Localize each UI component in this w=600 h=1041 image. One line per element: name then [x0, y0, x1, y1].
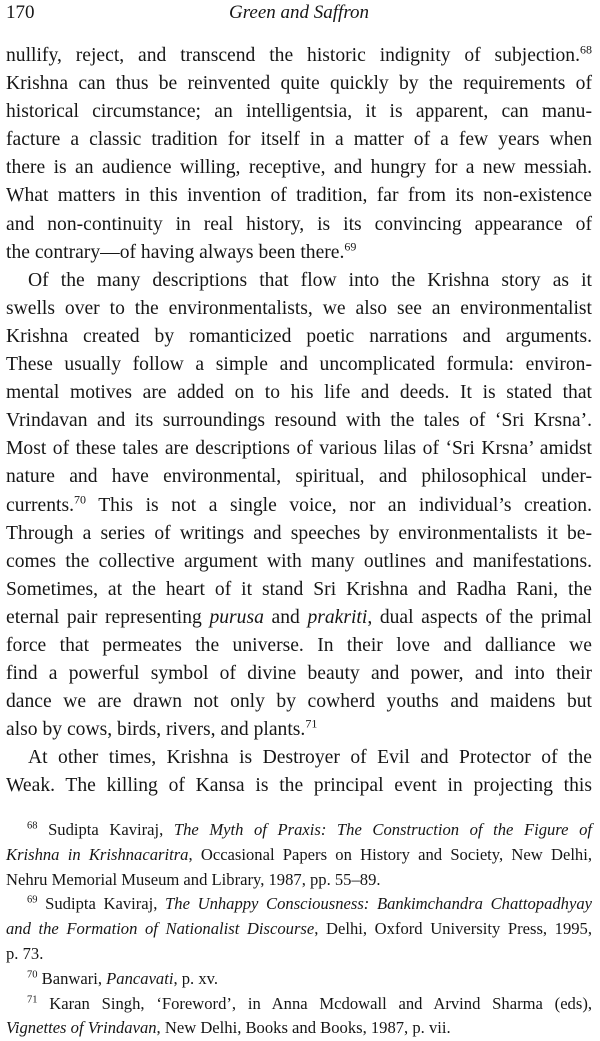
text-line — [6, 688, 592, 716]
text-line — [6, 716, 592, 744]
text-run: What matters in this invention of tradition, far from its non-existence — [6, 185, 592, 207]
footnote-marker: 68 — [27, 820, 38, 832]
text-run: swells over to the environmentalists, we also see an environmentalist — [6, 297, 592, 319]
text-line — [6, 632, 592, 660]
text-run: , p. xv. — [173, 968, 219, 988]
footnote-marker: 71 — [305, 716, 318, 731]
text-line — [6, 98, 592, 126]
text-line — [6, 267, 592, 295]
footnote-marker: 69 — [27, 894, 38, 906]
text-line — [6, 520, 592, 548]
text-run: currents. — [6, 494, 75, 516]
footnote-line — [6, 1016, 592, 1041]
running-header — [6, 0, 592, 36]
text-run: Vrindavan and its surroundings resound with the tales of ‘Sri Krsna’. — [6, 410, 592, 432]
text-line — [6, 548, 592, 576]
text-line — [6, 660, 592, 688]
text-run: eternal pair representing — [6, 606, 210, 628]
italic-text: The Myth of Praxis: The Construction of the Figure of — [173, 820, 593, 839]
text-line — [6, 351, 592, 379]
text-run: force that permeates the universe. In their love and dalliance we — [6, 634, 592, 656]
text-run: These usually follow a simple and uncomplicated formula: environ- — [6, 354, 592, 376]
text-run: Karan Singh, ‘Foreword’, in Anna Mcdowall and Arvind Sharma (eds), — [37, 993, 592, 1013]
text-run: find a powerful symbol of divine beauty and power, and into their — [6, 663, 592, 685]
text-run: This is not a single voice, nor an individual’s creation. — [86, 494, 592, 516]
text-run: nullify, reject, and transcend the historic indignity of subjection. — [6, 45, 580, 66]
footnote-marker: 70 — [27, 969, 38, 981]
body-text — [6, 42, 592, 801]
italic-text: purusa — [209, 606, 264, 628]
text-run: mental motives are added on to his life and deeds. It is stated that — [6, 382, 592, 404]
text-line — [6, 70, 592, 98]
text-run: , dual aspects of the primal — [367, 606, 593, 628]
text-run: Through a series of writings and speeches by environmentalists it be- — [6, 522, 592, 544]
running-title: Green and Saffron — [228, 2, 370, 23]
text-line — [6, 407, 592, 435]
text-line — [6, 154, 592, 182]
text-run: Banwari, — [37, 968, 107, 988]
footnote-line — [6, 843, 592, 868]
text-line — [6, 492, 592, 520]
footnote-line — [6, 917, 592, 942]
text-run: Sudipta Kaviraj, — [37, 820, 174, 839]
page-number: 170 — [6, 2, 35, 23]
text-run: Sudipta Kaviraj, — [37, 894, 166, 914]
text-run: and non-continuity in real history, is its convincing appearance of — [6, 213, 592, 235]
text-run: facture a classic tradition for itself in a matter of a few years when — [6, 129, 592, 151]
text-run: also by cows, birds, rivers, and plants. — [6, 719, 306, 741]
text-run: and — [263, 606, 308, 628]
text-run: comes the collective argument with many outlines and manifestations. — [6, 550, 592, 572]
text-line — [6, 42, 592, 70]
text-line — [6, 323, 592, 351]
footnote-line — [6, 868, 592, 893]
footnote-marker: 69 — [344, 239, 357, 254]
text-run: historical circumstance; an intelligentsia, it is apparent, can manu- — [6, 101, 592, 123]
text-run: Most of these tales are descriptions of various lilas of ‘Sri Krsna’ amidst — [6, 438, 592, 460]
footnotes — [6, 818, 592, 1041]
italic-text: and the Formation of Nationalist Discourse — [6, 919, 315, 939]
text-run: Krishna created by romanticized poetic narrations and arguments. — [6, 325, 592, 347]
text-run: Of the many descriptions that flow into the Krishna story as it — [28, 269, 592, 291]
text-run: Sometimes, at the heart of it stand Sri Krishna and Radha Rani, the — [6, 578, 592, 600]
italic-text: Pancavati — [106, 968, 174, 988]
text-run: dance we are drawn not only by cowherd youths and maidens but — [6, 691, 592, 713]
text-line — [6, 379, 592, 407]
text-run: Krishna can thus be reinvented quite quickly by the requirements of — [6, 73, 592, 95]
text-run: At other times, Krishna is Destroyer of Evil and Protector of the — [28, 747, 592, 769]
italic-text: The Unhappy Consciousness: Bankimchandra Chattopadhyay — [165, 894, 592, 914]
italic-text: Vignettes of Vrindavan — [6, 1018, 157, 1038]
footnote-line — [6, 818, 592, 843]
footnote-line — [6, 992, 592, 1017]
italic-text: prakriti — [307, 606, 368, 628]
text-line — [6, 463, 592, 491]
text-run: , Delhi, Oxford University Press, 1995, — [314, 919, 593, 939]
text-run: , Occasional Papers on History and Society, New Delhi, — [188, 844, 592, 864]
text-run: nature and have environmental, spiritual, and philosophical under- — [6, 466, 592, 488]
text-line — [6, 435, 592, 463]
footnote-line — [6, 942, 592, 967]
footnote-marker: 70 — [74, 491, 87, 506]
text-run: Nehru Memorial Museum and Library, 1987, pp. 55–89. — [6, 869, 381, 889]
italic-text: Krishna in Krishnacaritra — [6, 844, 189, 864]
text-line — [6, 604, 592, 632]
text-line — [6, 744, 592, 772]
text-line — [6, 576, 592, 604]
text-run: , New Delhi, Books and Books, 1987, p. vii. — [156, 1018, 451, 1038]
text-line — [6, 182, 592, 210]
footnote-line — [6, 892, 592, 917]
text-run: there is an audience willing, receptive, and hungry for a new messiah. — [6, 157, 592, 179]
text-line — [6, 211, 592, 239]
text-line — [6, 772, 592, 800]
text-line — [6, 126, 592, 154]
footnote-marker: 71 — [27, 994, 38, 1006]
text-run: p. 73. — [6, 943, 44, 963]
text-run: Weak. The killing of Kansa is the principal event in projecting this — [6, 775, 592, 797]
text-line — [6, 239, 592, 267]
footnote-marker: 68 — [580, 42, 592, 57]
text-run: the contrary—of having always been there. — [6, 241, 345, 263]
text-line — [6, 295, 592, 323]
footnote-line — [6, 967, 592, 992]
